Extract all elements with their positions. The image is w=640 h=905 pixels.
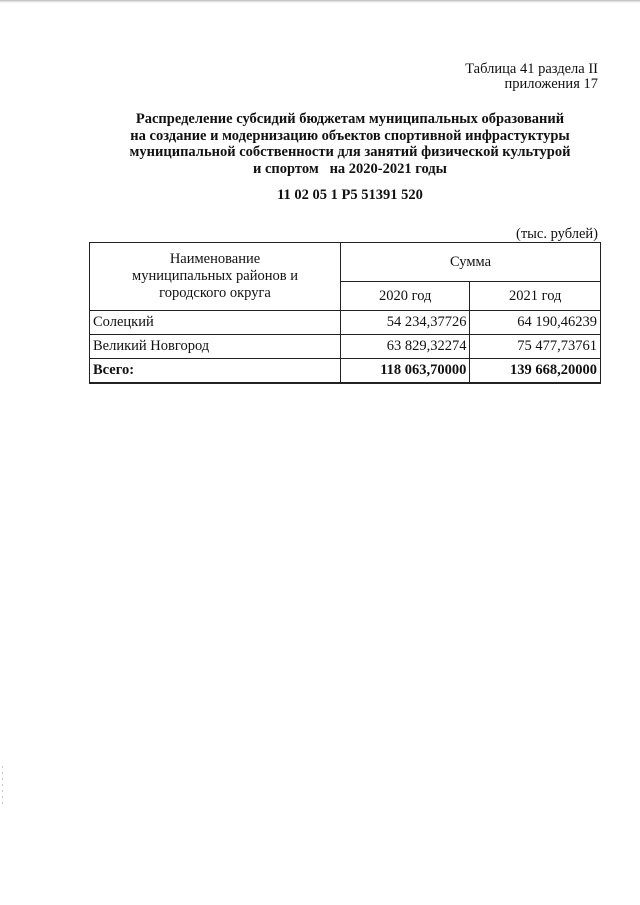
scan-edge [0, 0, 640, 3]
reference-line-1: Таблица 41 раздела II [465, 61, 598, 77]
header-name-line-1: Наименование [169, 251, 261, 267]
header-name-cell [90, 243, 341, 311]
units-label: (тыс. рублей) [516, 226, 598, 242]
title-line-4: и спортом на 2020-2021 годы [253, 160, 447, 177]
header-name-line-2: муниципальных районов и [132, 268, 298, 284]
row-value-2021: 75 477,73761 [470, 335, 601, 359]
reference-line-2: приложения 17 [504, 76, 598, 92]
subsidy-table [89, 242, 601, 384]
header-sum-cell: Сумма [341, 243, 601, 282]
total-value-2021: 139 668,20000 [470, 359, 601, 384]
row-name-cell: Великий Новгород [90, 335, 341, 359]
row-value-2021: 64 190,46239 [470, 311, 601, 335]
table-total-row [90, 359, 601, 384]
header-name-line-3: городского округа [159, 285, 271, 301]
row-value-2020: 63 829,32274 [341, 335, 470, 359]
total-label-cell: Всего: [90, 359, 341, 384]
title-line-3: муниципальной собственности для занятий физической культурой [129, 144, 571, 160]
total-value-2020: 118 063,70000 [341, 359, 470, 384]
document-title [60, 111, 640, 177]
table-row [90, 335, 601, 359]
budget-code: 11 02 05 1 Р5 51391 520 [277, 187, 423, 203]
table-reference [465, 62, 598, 92]
table-row [90, 311, 601, 335]
table-header-row [90, 243, 601, 282]
title-line-1: Распределение субсидий бюджетам муниципальных образований [135, 111, 565, 127]
header-year-2020: 2020 год [341, 282, 470, 311]
row-value-2020: 54 234,37726 [341, 311, 470, 335]
scan-margin-mark [2, 766, 3, 806]
header-year-2021: 2021 год [470, 282, 601, 311]
title-line-2: на создание и модернизацию объектов спортивной инфрастуктуры [130, 127, 570, 144]
row-name-cell: Солецкий [90, 311, 341, 335]
